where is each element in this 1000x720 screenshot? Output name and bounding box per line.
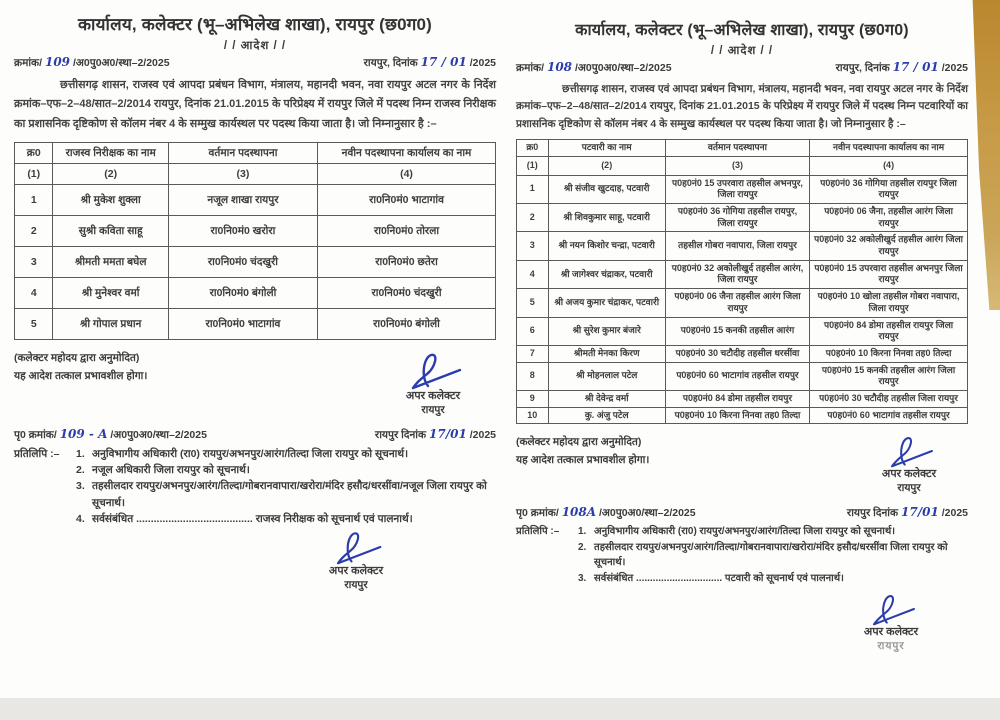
table-cell: रा0नि0मं0 बंगोली <box>168 277 317 308</box>
scan-bottom-strip <box>0 698 1000 720</box>
table-cell: रा0नि0मं0 भाटागांव <box>168 308 317 339</box>
table-header-row <box>517 139 968 156</box>
endorse-number-handwritten: 109 - A <box>59 426 108 441</box>
copy-list-item <box>578 571 968 587</box>
table-cell: प0ह0नं0 84 डोमा तहसील रायपुर जिला रायपुर <box>810 317 968 345</box>
table-cell: 3 <box>15 246 53 277</box>
date-year: /2025 <box>469 57 496 69</box>
copy-list-item <box>76 462 496 478</box>
table-cell: प0ह0नं0 30 चटौदीह तहसील जिला रायपुर <box>810 390 968 407</box>
date-year: /2025 <box>941 62 968 74</box>
doc-right-body-paragraph: छत्तीसगढ़ शासन, राजस्व एवं आपदा प्रबंधन विभाग, मंत्रालय, महानदी भवन, नवा रायपुर अटल नगर के निर्देश क्रमांक–एफ–2–48/सात–2/2014 रायपुर, दिनांक 21.01.2015 के परिप्रेक्ष्य में रायपुर जिले में पदस्थ निम्न पटवारियों का प्रशासनिक दृष्टिकोण से कॉलम नंबर 4 के सम्मुख कार्यस्थल पर पदस्थ किया जाता है। जो निम्नानुसार है :– <box>516 83 968 130</box>
copies-list <box>76 446 496 527</box>
doc-right-transfer-table <box>516 139 968 424</box>
copy-item-text: सर्वसंबंधित ........................................ राजस्व निरीक्षक को सूचनार्थ एवं पालनार्थ। <box>92 512 413 525</box>
signatory-place: रायपुर <box>897 482 921 495</box>
effect-note: यह आदेश तत्काल प्रभावशील होगा। <box>516 454 650 467</box>
table-row <box>517 289 968 317</box>
table-cell: प0ह0नं0 15 कनकी तहसील आरंग <box>665 317 809 345</box>
doc-left-signature-block <box>400 350 466 417</box>
table-cell: प0ह0नं0 15 उपरवारा तहसील अभनपुर जिला रायपुर <box>810 260 968 288</box>
table-cell: 5 <box>15 308 53 339</box>
table-cell: श्री अजय कुमार चंद्राकर, पटवारी <box>548 289 665 317</box>
table-cell: प0ह0नं0 15 कनकी तहसील आरंग जिला रायपुर <box>810 362 968 390</box>
table-row <box>517 390 968 407</box>
table-cell: 3 <box>517 232 549 260</box>
bottom-sig-block <box>326 529 386 592</box>
endorse-ref <box>14 427 207 442</box>
table-cell: प0ह0नं0 10 किरना निनवा तह0 तिल्दा <box>810 345 968 362</box>
table-header-cell: क्र0 <box>15 142 53 163</box>
doc-left-body-paragraph: छत्तीसगढ़ शासन, राजस्व एवं आपदा प्रबंधन विभाग, मंत्रालय, महानदी भवन, नवा रायपुर अटल नगर के निर्देश क्रमांक–एफ–2–48/सात–2/2014 रायपुर, दिनांक 21.01.2015 के परिप्रेक्ष्य में रायपुर जिले में पदस्थ निम्न राजस्व निरीक्षक का प्रशासनिक दृष्टिकोण से कॉलम नंबर 4 के सम्मुख कार्यस्थल पर पदस्थ किया जाता है। जो निम्नानुसार है :– <box>14 79 496 130</box>
table-cell: सुश्री कविता साहू <box>53 215 168 246</box>
ref-suffix: /अ0पु0अ0/स्था–2/2025 <box>574 62 672 74</box>
table-cell: रा0नि0मं0 चंदखुरी <box>168 246 317 277</box>
copy-item-number: 2. <box>76 464 85 477</box>
doc-left-copies-section <box>14 446 496 527</box>
table-header-cell: नवीन पदस्थापना कार्यालय का नाम <box>810 139 968 156</box>
signature-ink-icon <box>400 350 466 390</box>
copy-item-number: 1. <box>578 526 587 538</box>
doc-left-transfer-table <box>14 142 496 340</box>
table-row <box>15 308 496 339</box>
table-cell: प0ह0नं0 30 चटौदीह तहसील धरसींवा <box>665 345 809 362</box>
table-cell: 4 <box>15 277 53 308</box>
table-cell: रा0नि0मं0 बंगोली <box>318 308 496 339</box>
copy-list-item <box>578 540 968 571</box>
ref-number-handwritten: 109 <box>44 55 71 69</box>
bottom-signatory-place: रायपुर <box>344 579 368 592</box>
doc-right-copies-section <box>516 524 968 586</box>
table-cell: प0ह0नं0 36 गोगिया तहसील रायपुर जिला रायपुर <box>810 175 968 203</box>
copy-item-text: तहसीलदार रायपुर/अभनपुर/आरंग/तिल्दा/गोबरानवापारा/खरोरा/मंदिर हसौद/धरसींवा/नजूल जिला रायपुर को सूचनार्थ। <box>92 480 487 509</box>
approved-note: (कलेक्टर महोदय द्वारा अनुमोदित) <box>516 436 642 449</box>
column-number-row <box>15 163 496 184</box>
doc-right-date <box>836 60 968 75</box>
column-number-cell: (3) <box>168 163 317 184</box>
table-cell: श्रीमती ममता बघेल <box>53 246 168 277</box>
copy-item-text: नजूल अधिकारी जिला रायपुर को सूचनार्थ। <box>92 464 250 477</box>
column-number-cell: (3) <box>665 156 809 175</box>
table-cell: श्री गोपाल प्रधान <box>53 308 168 339</box>
column-number-row <box>517 156 968 175</box>
doc-right-endorsement-line <box>516 505 968 520</box>
table-cell: 4 <box>517 260 549 288</box>
table-cell: रा0नि0मं0 छतेरा <box>318 246 496 277</box>
table-cell: श्रीमती मेनका किरण <box>548 345 665 362</box>
copies-list <box>578 524 968 586</box>
endorse-prefix: पृ0 क्रमांक/ <box>14 428 57 441</box>
ref-number-handwritten: 108 <box>546 60 573 74</box>
table-cell: प0ह0नं0 15 उपरवारा तहसील अभनपुर, जिला रायपुर <box>665 175 809 203</box>
table-row <box>15 277 496 308</box>
table-cell: श्री मुनेश्वर वर्मा <box>53 277 168 308</box>
bottom-signatory-title: अपर कलेक्टर <box>863 626 919 639</box>
approved-note: (कलेक्टर महोदय द्वारा अनुमोदित) <box>14 351 140 364</box>
doc-left-notes <box>14 350 147 417</box>
column-number-cell: (4) <box>810 156 968 175</box>
table-cell: प0ह0नं0 60 भाटागांव तहसील रायपुर <box>810 407 968 424</box>
table-header-cell: वर्तमान पदस्थापना <box>665 139 809 156</box>
table-row <box>517 362 968 390</box>
table-cell: श्री मोहनलाल पटेल <box>548 362 665 390</box>
table-row <box>15 184 496 215</box>
table-cell: प0ह0नं0 06 जैना तहसील आरंग जिला रायपुर <box>665 289 809 317</box>
table-row <box>517 260 968 288</box>
signature-ink-icon <box>326 529 386 565</box>
table-cell: श्री मुकेश शुक्ला <box>53 184 168 215</box>
table-header-row <box>15 142 496 163</box>
ref-prefix: क्रमांक/ <box>516 62 545 74</box>
table-cell: रा0नि0मं0 खरोरा <box>168 215 317 246</box>
table-cell: रा0नि0मं0 भाटागांव <box>318 184 496 215</box>
table-cell: रा0नि0मं0 तोरला <box>318 215 496 246</box>
table-cell: कु. अंजु पटेल <box>548 407 665 424</box>
table-cell: 6 <box>517 317 549 345</box>
date-label: रायपुर, दिनांक <box>835 62 890 74</box>
table-cell: नजूल शाखा रायपुर <box>168 184 317 215</box>
table-cell: श्री देवेन्द्र वर्मा <box>548 390 665 407</box>
doc-right-notes-row <box>516 434 968 495</box>
table-cell: श्री संजीव खुटदाह, पटवारी <box>548 175 665 203</box>
document-right-order-108 <box>516 0 968 653</box>
table-cell: 7 <box>517 345 549 362</box>
copy-item-text: अनुविभागीय अधिकारी (रा0) रायपुर/अभनपुर/आरंग/तिल्दा जिला रायपुर को सूचनार्थ। <box>92 447 409 460</box>
table-header-cell: राजस्व निरीक्षक का नाम <box>53 142 168 163</box>
doc-left-notes-row <box>14 350 496 417</box>
table-cell: 1 <box>15 184 53 215</box>
doc-right-signature-block <box>880 434 938 495</box>
table-row <box>517 407 968 424</box>
copy-item-number: 4. <box>76 512 85 525</box>
signature-ink-icon <box>880 434 938 468</box>
endorse-date-handwritten: 17/01 <box>429 426 467 441</box>
endorse-date <box>847 505 968 520</box>
table-cell: श्री नयन किशोर चन्द्रा, पटवारी <box>548 232 665 260</box>
endorse-date <box>375 427 496 442</box>
ref-prefix: क्रमांक/ <box>14 57 43 69</box>
table-row <box>517 175 968 203</box>
column-number-cell: (2) <box>53 163 168 184</box>
signatory-title: अपर कलेक्टर <box>881 468 937 481</box>
signature-ink-icon <box>862 592 920 626</box>
table-cell: श्री शिवकुमार साहू, पटवारी <box>548 204 665 232</box>
doc-left-title: कार्यालय, कलेक्टर (भू–अभिलेख शाखा), रायपुर (छ0ग0) <box>77 15 433 34</box>
doc-right-order-heading: / / आदेश / / <box>710 45 774 57</box>
table-row <box>517 317 968 345</box>
endorse-date-label: रायपुर दिनांक <box>846 507 899 520</box>
copy-item-number: 3. <box>76 480 85 493</box>
copy-list-item <box>76 478 496 511</box>
copy-list-item <box>76 446 496 462</box>
table-header-cell: नवीन पदस्थापना कार्यालय का नाम <box>318 142 496 163</box>
table-cell: रा0नि0मं0 चंदखुरी <box>318 277 496 308</box>
table-row <box>517 345 968 362</box>
table-cell: प0ह0नं0 06 जैना, तहसील आरंग जिला रायपुर <box>810 204 968 232</box>
table-cell: प0ह0नं0 36 गोगिया तहसील रायपुर, जिला रायपुर <box>665 204 809 232</box>
table-cell: श्री जागेश्वर चंद्राकर, पटवारी <box>548 260 665 288</box>
endorse-ref <box>516 505 696 520</box>
signatory-place: रायपुर <box>421 403 445 416</box>
copy-item-text: अनुविभागीय अधिकारी (रा0) रायपुर/अभनपुर/आरंग/तिल्दा जिला रायपुर को सूचनार्थ। <box>594 526 896 538</box>
doc-left-order-heading: / / आदेश / / <box>223 40 287 52</box>
column-number-cell: (4) <box>318 163 496 184</box>
copy-list-item <box>578 524 968 540</box>
table-cell: प0ह0नं0 32 अकोलीखुर्द तहसील आरंग जिला रायपुर <box>810 232 968 260</box>
endorse-date-year: /2025 <box>941 507 968 520</box>
table-header-cell: वर्तमान पदस्थापना <box>168 142 317 163</box>
table-row <box>517 204 968 232</box>
endorse-date-handwritten: 17/01 <box>901 505 939 520</box>
document-left-order-109 <box>14 0 496 592</box>
endorse-date-year: /2025 <box>469 428 496 441</box>
doc-right-ref <box>516 60 672 75</box>
doc-left-ref <box>14 55 170 70</box>
table-cell: तहसील गोबरा नवापारा, जिला रायपुर <box>665 232 809 260</box>
table-cell: 5 <box>517 289 549 317</box>
copy-item-text: तहसीलदार रायपुर/अभनपुर/आरंग/तिल्दा/गोबरानवापारा/खरोरा/मंदिर हसौद/धरसींवा जिला रायपुर को सूचनार्थ। <box>594 541 948 569</box>
table-row <box>517 232 968 260</box>
table-cell: प0ह0नं0 32 अकोलीखुर्द तहसील आरंग, जिला रायपुर <box>665 260 809 288</box>
doc-right-notes <box>516 434 649 495</box>
ref-suffix: /अ0पु0अ0/स्था–2/2025 <box>72 57 170 69</box>
date-handwritten: 17 / 01 <box>420 55 467 69</box>
column-number-cell: (1) <box>15 163 53 184</box>
doc-right-bottom-signature <box>516 592 950 653</box>
endorse-suffix: /अ0पु0अ0/स्था–2/2025 <box>110 428 207 441</box>
doc-right-ref-line <box>516 60 968 75</box>
table-cell: 2 <box>15 215 53 246</box>
table-cell: 2 <box>517 204 549 232</box>
copy-item-text: सर्वसंबंधित ............................... पटवारी को सूचनार्थ एवं पालनार्थ। <box>594 572 844 584</box>
table-header-cell: पटवारी का नाम <box>548 139 665 156</box>
table-row <box>15 246 496 277</box>
doc-left-bottom-signature <box>14 529 416 592</box>
doc-left-ref-line <box>14 55 496 70</box>
signatory-title: अपर कलेक्टर <box>405 389 461 402</box>
date-label: रायपुर, दिनांक <box>363 57 418 69</box>
table-row <box>15 215 496 246</box>
table-cell: प0ह0नं0 60 भाटागांव तहसील रायपुर <box>665 362 809 390</box>
copies-label: प्रतिलिपि :– <box>14 447 60 460</box>
table-cell: 8 <box>517 362 549 390</box>
copy-list-item <box>76 511 496 527</box>
table-cell: प0ह0नं0 84 डोमा तहसील रायपुर <box>665 390 809 407</box>
doc-left-endorsement-line <box>14 427 496 442</box>
bottom-signatory-title: अपर कलेक्टर <box>328 565 384 578</box>
copy-item-number: 3. <box>578 572 587 584</box>
table-cell: प0ह0नं0 10 खोला तहसील गोबरा नवापारा, जिला रायपुर <box>810 289 968 317</box>
copy-item-number: 2. <box>578 541 587 553</box>
endorse-number-handwritten: 108A <box>561 505 597 520</box>
table-cell: श्री सुरेश कुमार बंजारे <box>548 317 665 345</box>
bottom-signatory-sub: रायपुर <box>877 640 905 653</box>
copies-label: प्रतिलिपि :– <box>516 526 560 538</box>
table-cell: प0ह0नं0 10 किरना निनवा तह0 तिल्दा <box>665 407 809 424</box>
bottom-sig-block <box>862 592 920 653</box>
date-handwritten: 17 / 01 <box>892 60 939 74</box>
doc-right-title: कार्यालय, कलेक्टर (भू–अभिलेख शाखा), रायपुर (छ0ग0) <box>575 22 909 39</box>
copy-item-number: 1. <box>76 447 85 460</box>
endorse-date-label: रायपुर दिनांक <box>374 428 427 441</box>
doc-left-date <box>364 55 496 70</box>
effect-note: यह आदेश तत्काल प्रभावशील होगा। <box>14 369 148 382</box>
endorse-prefix: पृ0 क्रमांक/ <box>516 507 559 520</box>
table-header-cell: क्र0 <box>517 139 549 156</box>
endorse-suffix: /अ0पु0अ0/स्था–2/2025 <box>598 507 696 520</box>
column-number-cell: (1) <box>517 156 549 175</box>
table-cell: 9 <box>517 390 549 407</box>
table-cell: 1 <box>517 175 549 203</box>
table-cell: 10 <box>517 407 549 424</box>
column-number-cell: (2) <box>548 156 665 175</box>
